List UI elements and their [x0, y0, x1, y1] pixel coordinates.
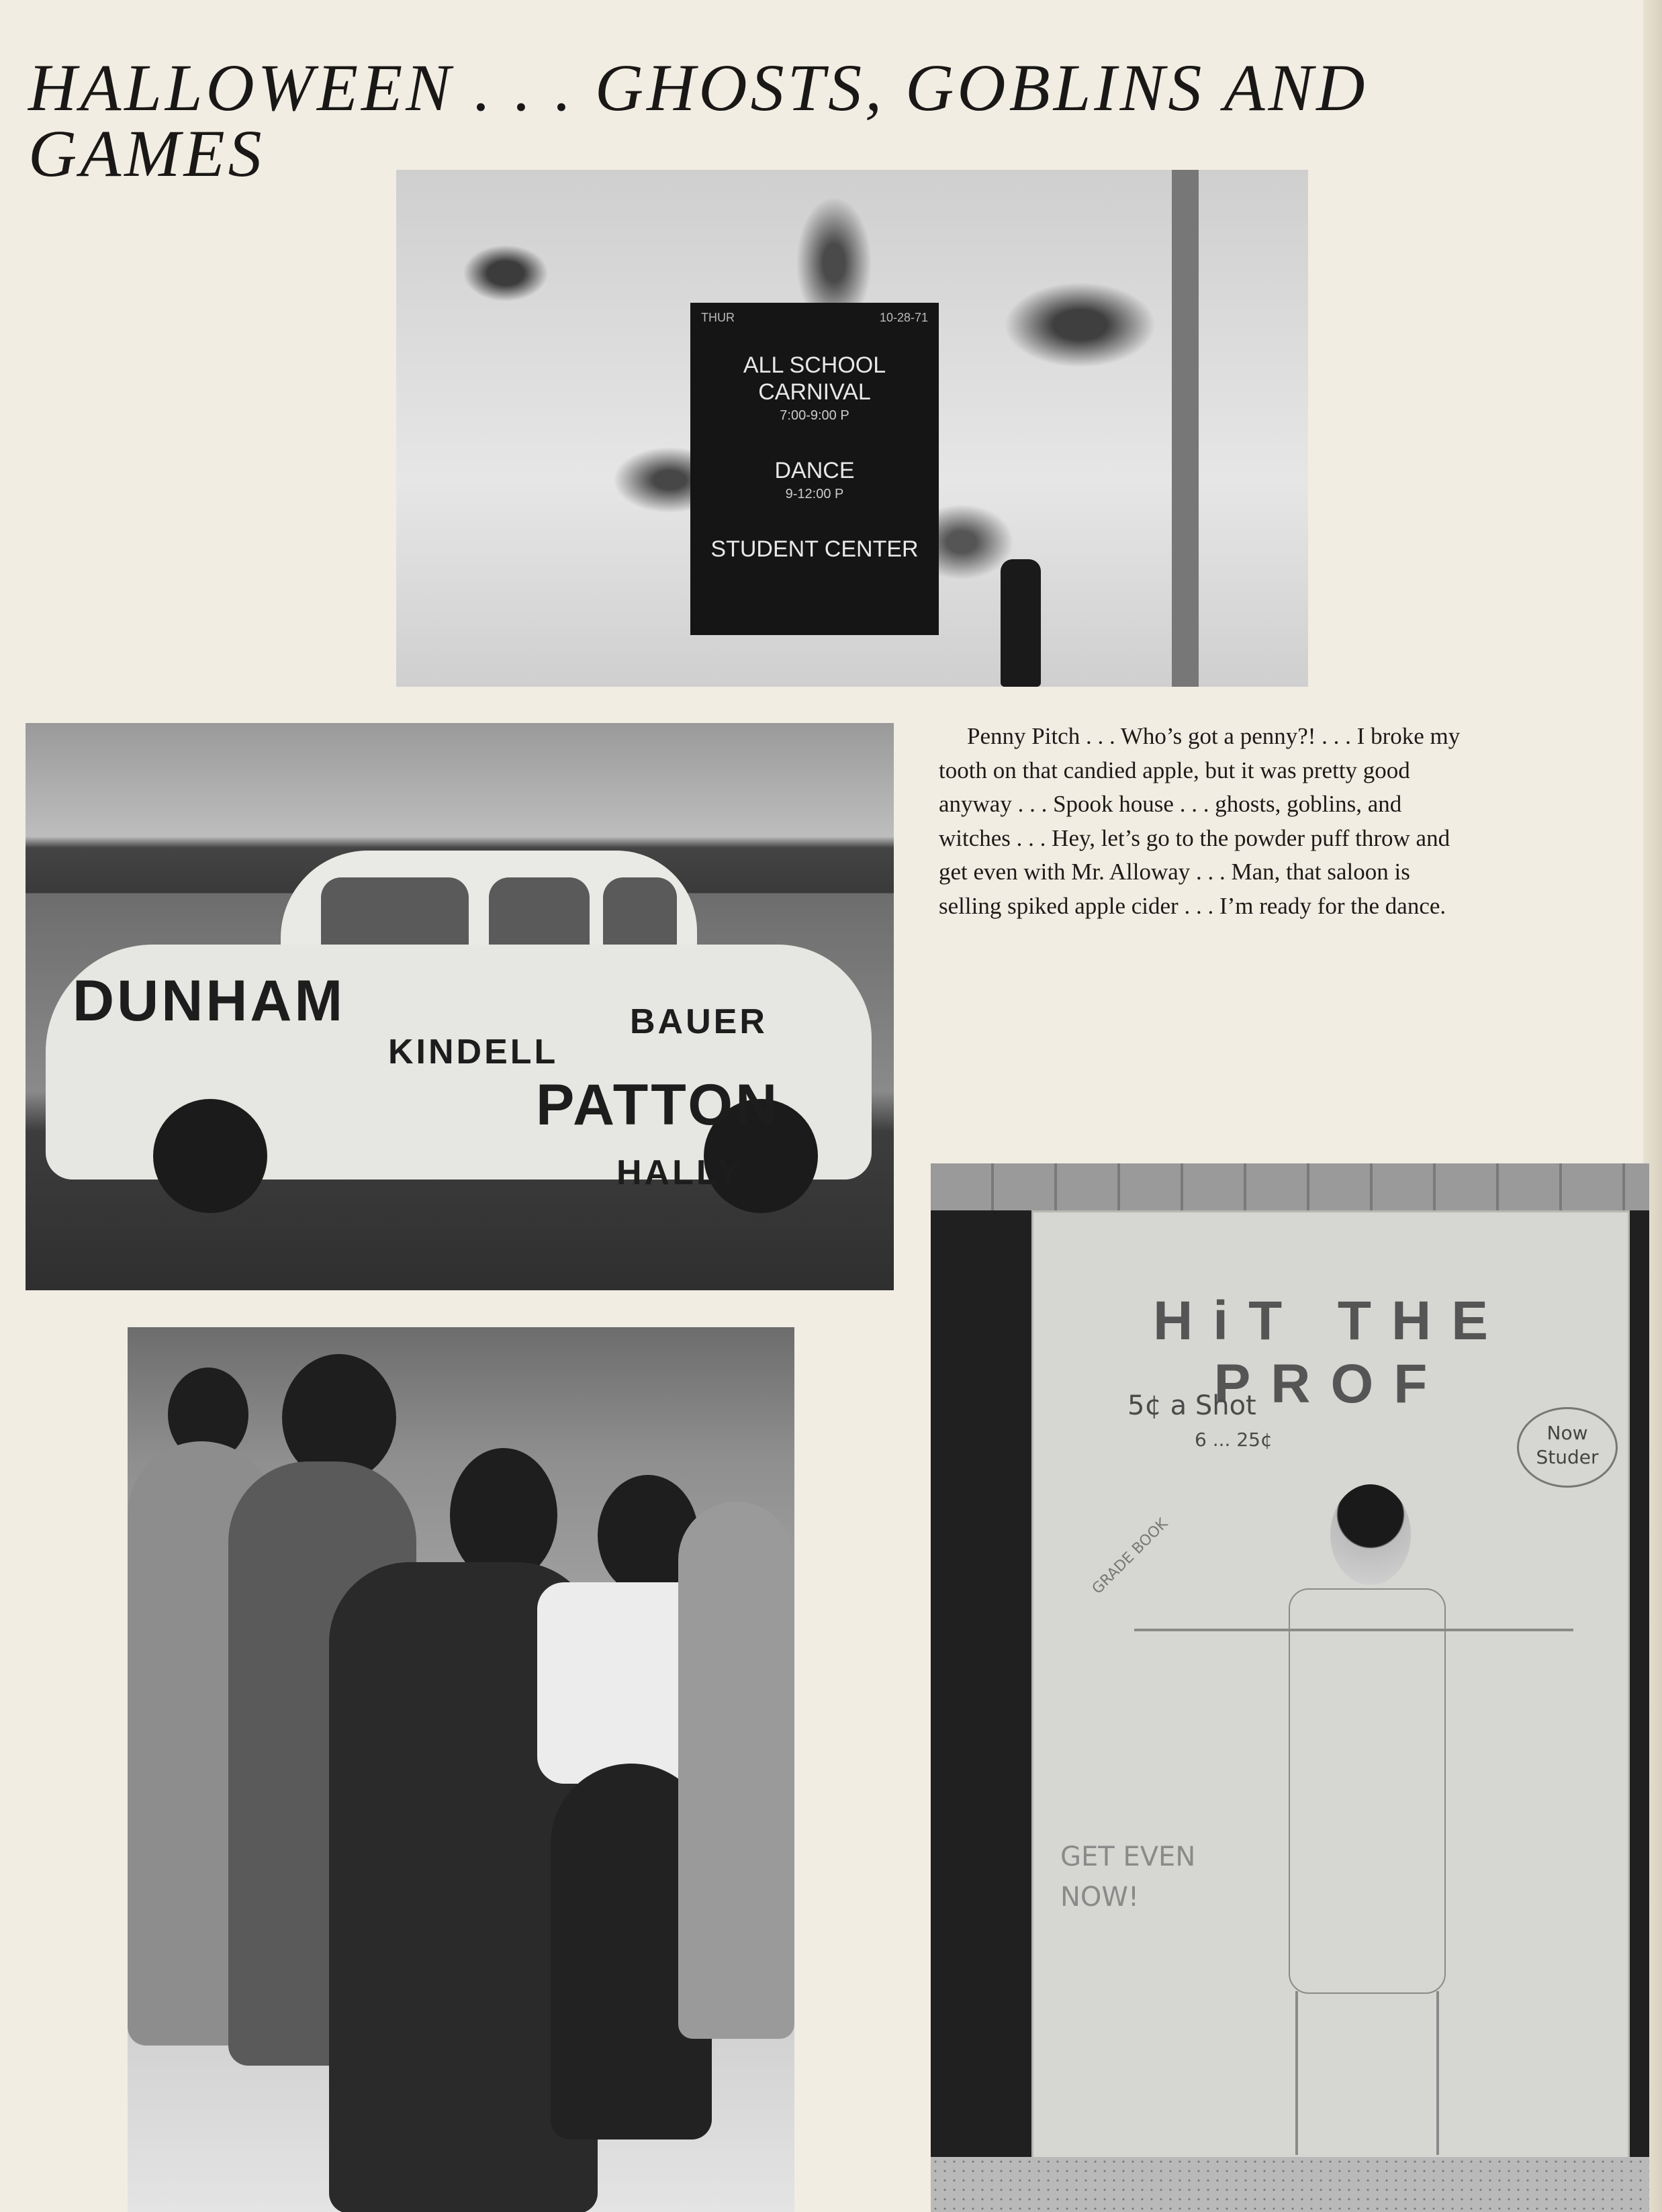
carnival-sign-photo [396, 170, 1308, 687]
car-wheel-front [153, 1099, 267, 1213]
photo-pole [1172, 170, 1199, 687]
booth-price-1: 5¢ a Shot [1127, 1390, 1256, 1421]
ceiling-tiles [931, 1163, 1649, 1210]
dancer-5 [678, 1502, 794, 2039]
booth-board [1031, 1210, 1630, 2181]
sign-line-3: DANCE [774, 458, 855, 483]
figure-leg-left [1295, 1991, 1298, 2155]
hit-the-prof-photo [931, 1163, 1649, 2212]
terrazzo-floor [931, 2157, 1649, 2212]
event-sign [690, 303, 939, 635]
sign-line-1: ALL SCHOOL [743, 352, 886, 378]
page-title: HALLOWEEN . . . GHOSTS, GOBLINS AND GAMES [28, 50, 1369, 191]
car-graffiti-5: HALLY [616, 1153, 743, 1192]
caption-text: Penny Pitch . . . Who’s got a penny?! . . . I broke my tooth on that candied apple, but it was pretty good anyway . . . Spook house . . . ghosts, goblins, and witches . . . Hey, let’s go to the powder puff throw and get even with Mr. Alloway . . . Man, that saloon is selling spiked apple cider . . . I’m ready for the dance. [939, 723, 1461, 919]
booth-title: HiT THE PROF [1153, 1290, 1508, 1414]
prof-face [1330, 1484, 1411, 1585]
sign-time-2: 9-12:00 P [785, 487, 844, 501]
sign-day: THUR [701, 311, 735, 324]
grade-book-label: GRADE BOOK [1089, 1515, 1172, 1598]
bottle [1001, 559, 1041, 687]
sign-date: 10-28-71 [879, 311, 928, 324]
sign-line-4: STUDENT CENTER [710, 536, 919, 562]
car-graffiti-1: DUNHAM [73, 969, 346, 1033]
sign-time-1: 7:00-9:00 P [780, 408, 849, 423]
sign-line-2: CARNIVAL [758, 379, 871, 405]
graffiti-car-photo [26, 723, 894, 1290]
dance-photo [128, 1327, 794, 2212]
car-graffiti-2: PATTON [536, 1073, 780, 1137]
car-graffiti-4: BAUER [630, 1002, 768, 1041]
car-graffiti-3: KINDELL [388, 1032, 559, 1071]
figure-leg-right [1436, 1991, 1439, 2155]
booth-price-2: 6 ... 25¢ [1195, 1429, 1273, 1451]
speech-bubble: Now Studer [1517, 1407, 1618, 1488]
figure-body [1289, 1588, 1446, 1994]
get-even-text: GET EVEN NOW! [1060, 1841, 1196, 1913]
